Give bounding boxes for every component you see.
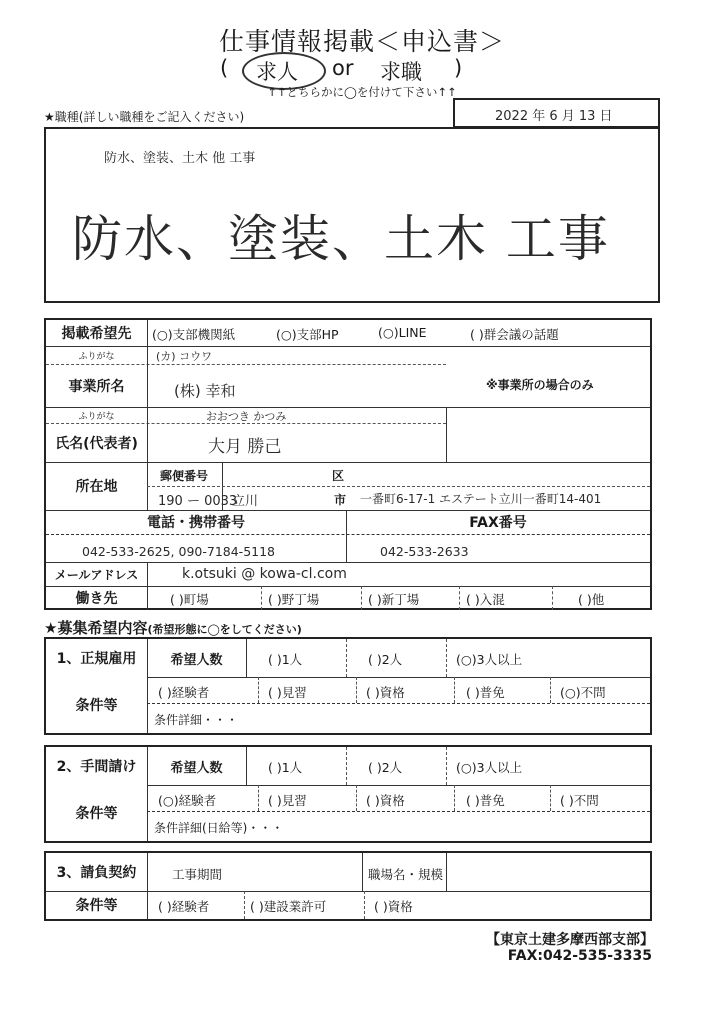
- section-2-count-3[interactable]: (○)3人以上: [456, 760, 523, 775]
- publish-option-line[interactable]: (○)LINE: [378, 325, 427, 340]
- section-1-cond-apprentice[interactable]: ( )見習: [268, 685, 307, 700]
- construction-period-label: 工事期間: [172, 867, 223, 882]
- rep-furigana-label: ふりがな: [78, 411, 115, 422]
- postal-label: 郵便番号: [160, 469, 209, 483]
- section-3-title: 3、請負契約: [56, 865, 137, 881]
- section-2-detail: 条件詳細(日給等)・・・: [154, 821, 284, 835]
- section-2-title: 2、手間請け: [56, 759, 137, 775]
- company-note: ※事業所の場合のみ: [486, 378, 594, 392]
- section-1-detail: 条件詳細・・・: [154, 713, 239, 727]
- recruit-heading-note: (希望形態に◯をしてください): [147, 623, 302, 636]
- main-form: [44, 318, 652, 610]
- option-kyujin: 求人: [256, 60, 298, 84]
- publish-option-meeting[interactable]: ( )群会議の話題: [470, 327, 559, 342]
- phone-value: 042-533-2625, 090-7184-5118: [82, 544, 275, 559]
- job-type-box: [44, 127, 660, 303]
- street-address: 一番町6-17-1 エステート立川一番町14-401: [360, 492, 602, 506]
- section-1-cond-label: 条件等: [75, 698, 118, 714]
- section-contract: [44, 851, 652, 921]
- workplace-option-shinchoba[interactable]: ( )新丁場: [368, 592, 420, 607]
- publish-option-kikanshi[interactable]: (○)支部機関紙: [152, 327, 236, 342]
- phone-label: 電話・携帯番号: [147, 515, 245, 531]
- rep-name: 大月 勝己: [208, 437, 282, 457]
- recruit-heading-text: ★募集希望内容: [44, 619, 148, 637]
- publish-option-hp[interactable]: (○)支部HP: [276, 327, 339, 342]
- section-1-cond-license[interactable]: ( )普免: [466, 685, 505, 700]
- or-text: or: [332, 56, 354, 80]
- section-regular-employment: [44, 637, 652, 735]
- job-type-small-text: 防水、塗装、土木 他 工事: [104, 151, 256, 166]
- company-furigana: (カ) コウワ: [156, 350, 213, 363]
- page-title: 仕事情報掲載＜申込書＞: [218, 27, 505, 56]
- section-piecework: [44, 745, 652, 843]
- city-suffix: 市: [334, 493, 347, 507]
- fax-label: FAX番号: [469, 515, 527, 531]
- section-2-count-1[interactable]: ( )1人: [268, 760, 303, 775]
- company-name: (株) 幸和: [174, 382, 236, 400]
- rep-furigana: おおつき かつみ: [206, 410, 287, 423]
- fax-value: 042-533-2633: [380, 544, 469, 559]
- email-label: メールアドレス: [54, 567, 139, 582]
- section-1-title: 1、正規雇用: [56, 651, 137, 667]
- recruit-heading: [44, 617, 302, 638]
- workplace-option-iriko[interactable]: ( )入混: [466, 592, 505, 607]
- site-scale-label: 職場名・規模: [368, 867, 444, 882]
- section-2-cond-label: 条件等: [75, 806, 118, 822]
- section-2-cond-qualified[interactable]: ( )資格: [366, 793, 405, 808]
- section-1-count-3[interactable]: (○)3人以上: [456, 652, 523, 667]
- section-2-cond-apprentice[interactable]: ( )見習: [268, 793, 307, 808]
- section-3-cond-permit[interactable]: ( )建設業許可: [250, 899, 327, 914]
- section-2-cond-any[interactable]: ( )不問: [560, 793, 599, 808]
- section-2-cond-license[interactable]: ( )普免: [466, 793, 505, 808]
- section-2-count-label: 希望人数: [170, 760, 223, 776]
- workplace-label: 働き先: [75, 591, 118, 607]
- section-1-cond-any[interactable]: (○)不問: [560, 685, 606, 700]
- rep-label: 氏名(代表者): [55, 435, 138, 452]
- section-1-count-1[interactable]: ( )1人: [268, 652, 303, 667]
- section-2-count-2[interactable]: ( )2人: [368, 760, 403, 775]
- workplace-option-nochoba[interactable]: ( )野丁場: [268, 592, 320, 607]
- publish-label: 掲載希望先: [61, 326, 132, 342]
- postal-code: 190 ー 0033: [158, 494, 238, 509]
- selection-note: ↑↑どちらかに◯を付けて下さい↑↑: [267, 85, 457, 99]
- section-2-cond-experienced[interactable]: (○)経験者: [158, 793, 217, 808]
- ward-label: 区: [332, 469, 345, 483]
- section-3-cond-qualified[interactable]: ( )資格: [374, 899, 413, 914]
- address-label: 所在地: [75, 479, 118, 495]
- email-value: k.otsuki @ kowa-cl.com: [182, 566, 347, 582]
- left-paren: (: [220, 56, 229, 80]
- option-kyushoku: 求職: [380, 60, 422, 84]
- footer-fax: FAX:042-535-3335: [507, 948, 652, 964]
- job-type-label: ★職種(詳しい職種をご記入ください): [44, 110, 245, 124]
- section-1-count-2[interactable]: ( )2人: [368, 652, 403, 667]
- job-type-large-text: 防水、塗装、土木 工事: [72, 210, 610, 268]
- type-selector: [220, 56, 520, 86]
- section-1-cond-experienced[interactable]: ( )経験者: [158, 685, 210, 700]
- date-value: 2022 年 6 月 13 日: [495, 109, 613, 124]
- date-box: [453, 98, 660, 128]
- company-label: 事業所名: [68, 378, 125, 395]
- section-3-cond-experienced[interactable]: ( )経験者: [158, 899, 210, 914]
- workplace-option-machiba[interactable]: ( )町場: [170, 592, 209, 607]
- workplace-option-other[interactable]: ( )他: [578, 592, 605, 607]
- section-3-cond-label: 条件等: [75, 898, 118, 914]
- company-furigana-label: ふりがな: [78, 351, 115, 362]
- city-name: 立川: [232, 494, 259, 509]
- right-paren: ): [454, 56, 463, 80]
- footer-org: 【東京土建多摩西部支部】: [486, 932, 654, 948]
- section-1-cond-qualified[interactable]: ( )資格: [366, 685, 405, 700]
- section-1-count-label: 希望人数: [170, 652, 223, 668]
